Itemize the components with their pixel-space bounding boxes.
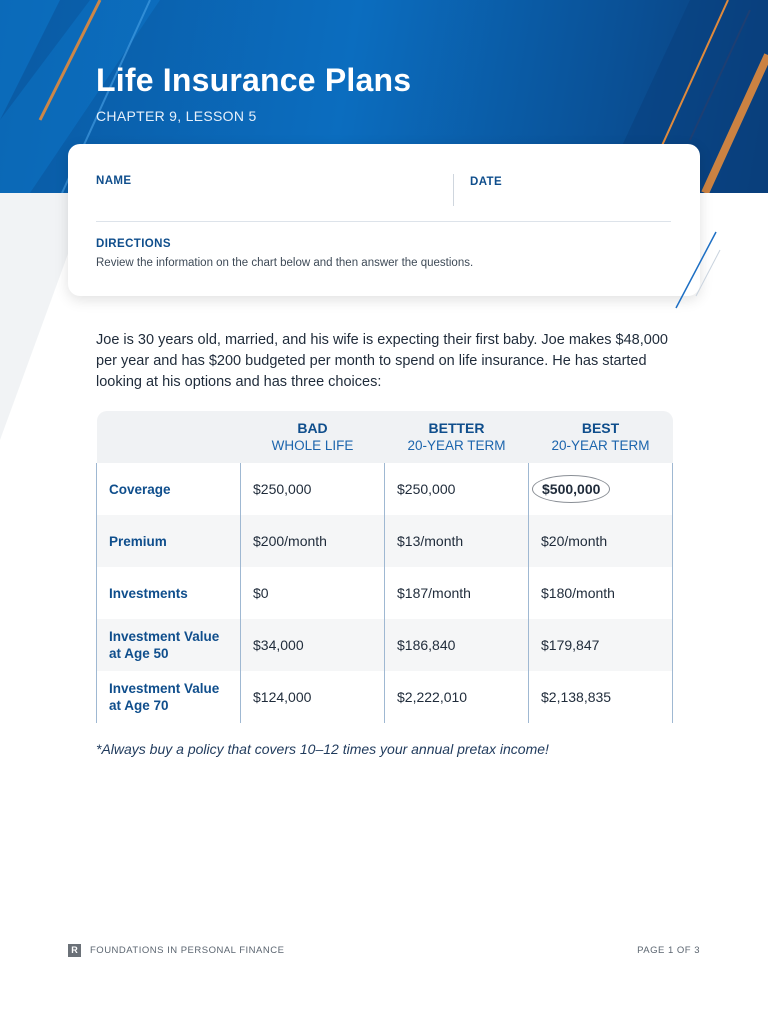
- table-cell: $2,222,010: [385, 671, 529, 723]
- row-label: Investment Value at Age 50: [97, 619, 241, 671]
- table-row: [97, 463, 673, 515]
- table-cell: $250,000: [385, 463, 529, 515]
- card-divider: [96, 221, 671, 222]
- plans-table: [96, 411, 673, 723]
- tier-label: BAD: [297, 420, 328, 436]
- circled-value: $500,000: [532, 475, 610, 503]
- date-label: DATE: [470, 176, 503, 188]
- row-label: Coverage: [97, 463, 241, 515]
- table-cell: $179,847: [529, 619, 673, 671]
- table-cell: $34,000: [241, 619, 385, 671]
- table-cell: $187/month: [385, 567, 529, 619]
- row-label: Investments: [97, 567, 241, 619]
- column-header-better: [385, 411, 529, 463]
- name-label: NAME: [96, 175, 132, 187]
- table-cell: $13/month: [385, 515, 529, 567]
- table-cell: $250,000: [241, 463, 385, 515]
- row-label: Premium: [97, 515, 241, 567]
- plan-type-label: 20-YEAR TERM: [551, 438, 650, 453]
- table-header-row: [97, 411, 673, 463]
- header-empty-cell: [97, 411, 241, 463]
- accent-lines: [670, 230, 730, 320]
- table-cell: $20/month: [529, 515, 673, 567]
- column-header-best: [529, 411, 673, 463]
- table-row: [97, 515, 673, 567]
- table-cell: $0: [241, 567, 385, 619]
- table-cell: $2,138,835: [529, 671, 673, 723]
- info-card: [68, 144, 700, 296]
- table-cell: [529, 463, 673, 515]
- tier-label: BEST: [581, 420, 620, 436]
- directions-text: Review the information on the chart below and then answer the questions.: [96, 257, 474, 269]
- footer-course-title: FOUNDATIONS IN PERSONAL FINANCE: [90, 945, 285, 956]
- table-cell: $200/month: [241, 515, 385, 567]
- page-title: Life Insurance Plans: [96, 62, 412, 98]
- field-divider: [453, 174, 454, 206]
- page-number: PAGE 1 OF 3: [637, 945, 700, 956]
- page-subtitle: CHAPTER 9, LESSON 5: [96, 108, 257, 124]
- table-row: [97, 619, 673, 671]
- plan-type-label: WHOLE LIFE: [271, 438, 354, 453]
- brand-logo-icon: R: [68, 944, 81, 957]
- table-cell: $124,000: [241, 671, 385, 723]
- directions-label: DIRECTIONS: [96, 238, 171, 250]
- table-cell: $186,840: [385, 619, 529, 671]
- footnote: *Always buy a policy that covers 10–12 times your annual pretax income!: [96, 741, 549, 757]
- plan-type-label: 20-YEAR TERM: [407, 438, 506, 453]
- tier-label: BETTER: [428, 420, 485, 436]
- table-row: [97, 567, 673, 619]
- intro-paragraph: Joe is 30 years old, married, and his wife is expecting their first baby. Joe makes $48,000 per year and has $200 budgeted per month to spend on life insurance. He has started looking at his options and has three choices:: [96, 332, 668, 390]
- row-label: Investment Value at Age 70: [97, 671, 241, 723]
- column-header-bad: [241, 411, 385, 463]
- table-cell: $180/month: [529, 567, 673, 619]
- table-row: [97, 671, 673, 723]
